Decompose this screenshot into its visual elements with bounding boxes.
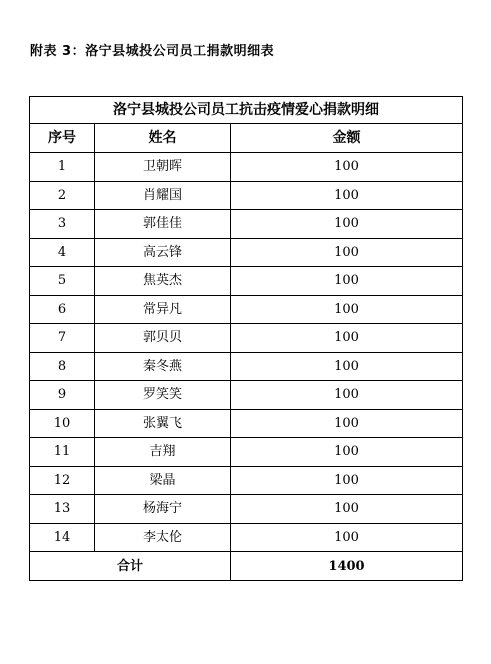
row-no: 5 [30, 267, 95, 296]
row-no: 8 [30, 352, 95, 381]
row-name: 郭贝贝 [95, 324, 231, 353]
table-title-row [30, 97, 463, 124]
row-no: 7 [30, 324, 95, 353]
row-amount: 100 [231, 181, 463, 210]
row-amount: 100 [231, 295, 463, 324]
row-no: 11 [30, 438, 95, 467]
donation-table [29, 96, 463, 581]
table-total-row [30, 552, 463, 581]
table-row [30, 381, 463, 410]
donation-table-body [30, 97, 463, 581]
total-label: 合计 [30, 552, 231, 581]
row-name: 杨海宁 [95, 495, 231, 524]
row-no: 2 [30, 181, 95, 210]
row-no: 4 [30, 238, 95, 267]
row-no: 3 [30, 210, 95, 239]
row-no: 6 [30, 295, 95, 324]
row-amount: 100 [231, 324, 463, 353]
row-name: 郭佳佳 [95, 210, 231, 239]
total-amount: 1400 [231, 552, 463, 581]
row-name: 高云锋 [95, 238, 231, 267]
table-row [30, 523, 463, 552]
header-amount: 金额 [231, 124, 463, 153]
table-row [30, 409, 463, 438]
row-amount: 100 [231, 267, 463, 296]
row-name: 常异凡 [95, 295, 231, 324]
table-row [30, 238, 463, 267]
row-name: 肖耀国 [95, 181, 231, 210]
row-no: 12 [30, 466, 95, 495]
row-name: 吉翔 [95, 438, 231, 467]
row-amount: 100 [231, 352, 463, 381]
row-amount: 100 [231, 495, 463, 524]
row-amount: 100 [231, 466, 463, 495]
row-amount: 100 [231, 210, 463, 239]
row-amount: 100 [231, 438, 463, 467]
row-name: 张翼飞 [95, 409, 231, 438]
row-name: 梁晶 [95, 466, 231, 495]
table-row [30, 438, 463, 467]
table-row [30, 495, 463, 524]
table-row [30, 153, 463, 182]
table-row [30, 295, 463, 324]
header-name: 姓名 [95, 124, 231, 153]
row-no: 13 [30, 495, 95, 524]
row-amount: 100 [231, 409, 463, 438]
row-name: 卫朝晖 [95, 153, 231, 182]
row-amount: 100 [231, 153, 463, 182]
row-name: 秦冬燕 [95, 352, 231, 381]
table-row [30, 267, 463, 296]
row-no: 14 [30, 523, 95, 552]
header-no: 序号 [30, 124, 95, 153]
table-row [30, 324, 463, 353]
row-amount: 100 [231, 238, 463, 267]
table-row [30, 210, 463, 239]
row-no: 10 [30, 409, 95, 438]
table-header-row [30, 124, 463, 153]
table-row [30, 181, 463, 210]
row-no: 9 [30, 381, 95, 410]
row-no: 1 [30, 153, 95, 182]
row-name: 焦英杰 [95, 267, 231, 296]
row-name: 李太伦 [95, 523, 231, 552]
document-caption: 附表 3：洛宁县城投公司员工捐款明细表 [30, 44, 275, 59]
table-row [30, 466, 463, 495]
row-amount: 100 [231, 523, 463, 552]
row-name: 罗笑笑 [95, 381, 231, 410]
row-amount: 100 [231, 381, 463, 410]
table-row [30, 352, 463, 381]
table-title: 洛宁县城投公司员工抗击疫情爱心捐款明细 [30, 97, 463, 124]
